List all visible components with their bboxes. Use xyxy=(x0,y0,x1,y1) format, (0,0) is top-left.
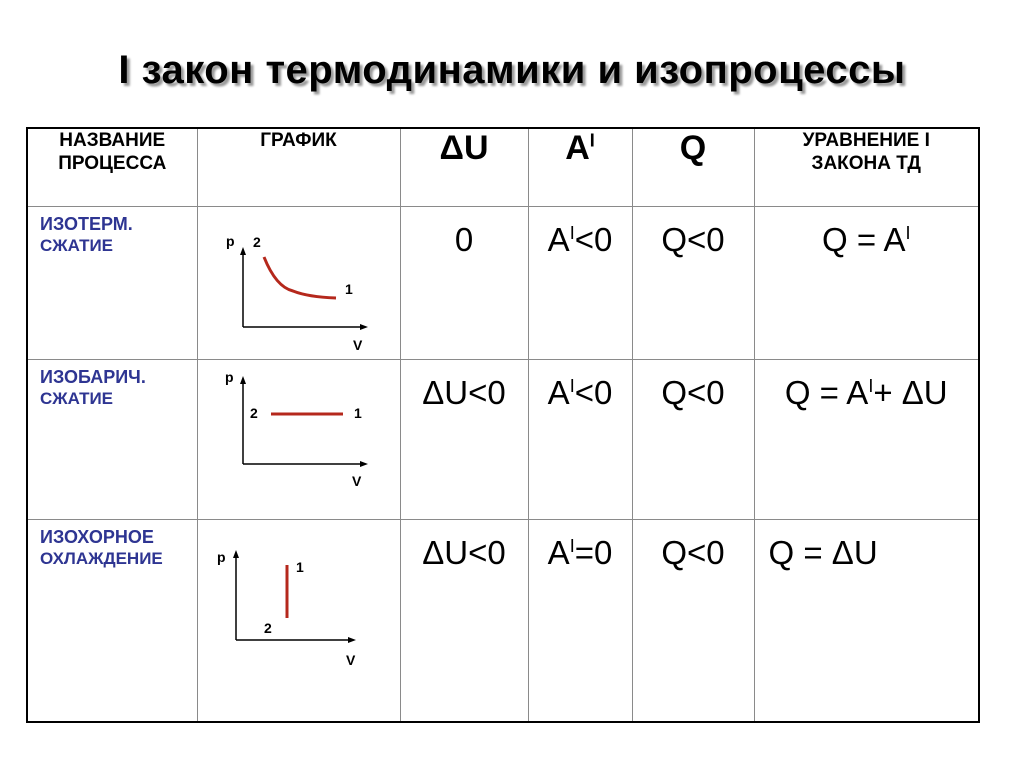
thermo-table xyxy=(26,127,980,723)
start-point-label: 2 xyxy=(252,233,261,250)
start-point-label: 2 xyxy=(249,404,258,421)
process-graph xyxy=(197,359,400,519)
isotherm-graph xyxy=(198,207,398,357)
header-eq-line1: УРАВНЕНИЕ I xyxy=(802,130,930,151)
x-axis-arrow xyxy=(360,461,368,467)
a-base: A xyxy=(547,373,570,411)
table-row xyxy=(27,519,979,722)
q-text: Q<0 xyxy=(661,220,725,258)
a-base: A xyxy=(547,220,570,258)
header-eq-line2: ЗАКОНА ТД xyxy=(811,153,921,174)
equation-value xyxy=(754,519,979,722)
a-rest: <0 xyxy=(574,220,613,258)
header-name-line2: ПРОЦЕССА xyxy=(58,153,167,174)
du-value xyxy=(400,206,528,359)
a-rest: <0 xyxy=(574,373,613,411)
equation-value xyxy=(754,359,979,519)
header-row xyxy=(27,128,979,206)
process-name-line2: СЖАТИЕ xyxy=(40,388,114,408)
a-sup: I xyxy=(569,535,575,556)
a-value xyxy=(528,519,632,722)
v-axis-label: V xyxy=(345,651,355,668)
du-value xyxy=(400,519,528,722)
v-axis-label: V xyxy=(352,336,362,353)
du-value xyxy=(400,359,528,519)
process-name xyxy=(27,359,197,519)
v-axis-label: V xyxy=(351,472,361,489)
y-axis-arrow xyxy=(240,247,246,255)
eq-base: Q = A xyxy=(784,373,869,411)
q-value xyxy=(632,519,754,722)
end-point-label: 1 xyxy=(353,404,362,421)
p-axis-label: p xyxy=(225,232,235,249)
y-axis-arrow xyxy=(240,376,246,384)
x-axis-arrow xyxy=(360,324,368,330)
q-text: Q<0 xyxy=(661,533,725,571)
header-name xyxy=(27,128,197,206)
header-name-line1: НАЗВАНИЕ xyxy=(59,130,166,151)
table-row xyxy=(27,359,979,519)
q-value xyxy=(632,359,754,519)
p-axis-label: p xyxy=(216,548,226,565)
du-text: 0 xyxy=(454,220,474,258)
a-value xyxy=(528,359,632,519)
header-q xyxy=(632,128,754,206)
process-name-line2: СЖАТИЕ xyxy=(40,235,114,255)
q-value xyxy=(632,206,754,359)
a-rest: =0 xyxy=(574,533,613,571)
process-graph xyxy=(197,206,400,359)
process-name-line2: ОХЛАЖДЕНИЕ xyxy=(40,548,163,568)
header-a xyxy=(528,128,632,206)
end-point-label: 2 xyxy=(263,619,272,636)
table-row xyxy=(27,206,979,359)
process-name-line1: ИЗОТЕРМ. xyxy=(40,213,133,234)
start-point-label: 1 xyxy=(295,558,304,575)
process-name xyxy=(27,206,197,359)
a-value xyxy=(528,206,632,359)
a-sup: I xyxy=(569,222,575,243)
isochor-graph xyxy=(198,520,398,720)
header-a-base: A xyxy=(565,129,590,167)
header-a-sup: I xyxy=(589,130,595,151)
header-graph xyxy=(197,128,400,206)
eq-sup: I xyxy=(868,375,874,396)
eq-base: Q = ΔU xyxy=(768,533,878,571)
du-text: ΔU<0 xyxy=(422,533,506,571)
process-graph xyxy=(197,519,400,722)
process-name-line1: ИЗОХОРНОЕ xyxy=(40,526,154,547)
isotherm-curve xyxy=(264,257,336,298)
process-name-line1: ИЗОБАРИЧ. xyxy=(40,366,146,387)
header-graph-label: ГРАФИК xyxy=(260,130,337,151)
end-point-label: 1 xyxy=(344,280,353,297)
a-sup: I xyxy=(569,375,575,396)
header-q-label: Q xyxy=(679,129,707,167)
eq-sup: I xyxy=(905,222,911,243)
du-text: ΔU<0 xyxy=(422,373,506,411)
a-base: A xyxy=(547,533,570,571)
q-text: Q<0 xyxy=(661,373,725,411)
process-name xyxy=(27,519,197,722)
isobar-graph xyxy=(198,360,398,515)
header-equation xyxy=(754,128,979,206)
x-axis-arrow xyxy=(348,637,356,643)
header-du xyxy=(400,128,528,206)
header-du-label: ΔU xyxy=(439,129,489,167)
eq-rest: + ΔU xyxy=(873,373,948,411)
y-axis-arrow xyxy=(233,550,239,558)
page-title: I закон термодинамики и изопроцессы xyxy=(118,48,906,92)
equation-value xyxy=(754,206,979,359)
p-axis-label: p xyxy=(224,368,234,385)
eq-base: Q = A xyxy=(822,220,906,258)
